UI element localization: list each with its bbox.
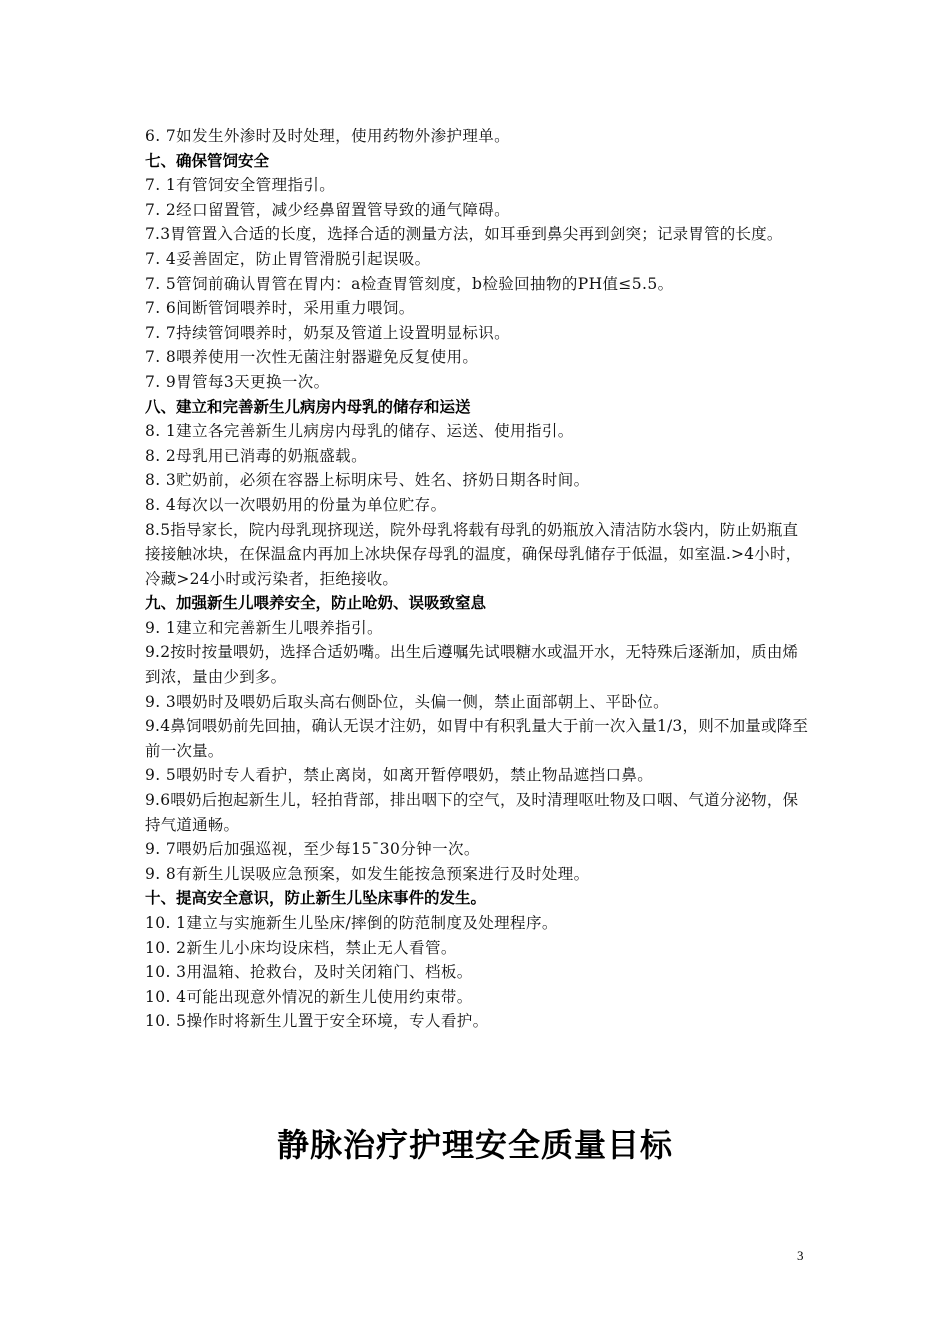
page-number: 3 (797, 1248, 804, 1263)
section-heading: 七、确保管饲安全 (145, 151, 270, 170)
section-heading: 八、建立和完善新生儿病房内母乳的储存和运送 (145, 397, 471, 416)
paragraph-line: 9. 1建立和完善新生儿喂养指引。 (145, 618, 383, 637)
paragraph-line: 7. 6间断管饲喂养时，采用重力喂饲。 (145, 299, 415, 318)
section-title: 静脉治疗护理安全质量目标 (276, 1126, 673, 1164)
paragraph-line: 10. 2新生儿小床均设床档，禁止无人看管。 (145, 938, 457, 957)
paragraph-line: 8. 1建立各完善新生儿病房内母乳的储存、运送、使用指引。 (145, 422, 574, 441)
section-heading: 十、提高安全意识，防止新生儿坠床事件的发生。 (145, 889, 487, 908)
paragraph-line: 8. 3贮奶前，必须在容器上标明床号、姓名、挤奶日期各时间。 (145, 471, 590, 490)
paragraph-line: 7. 5管饲前确认胃管在胃内：a检查胃管刻度，b检验回抽物的PH值≤5.5。 (145, 274, 674, 293)
paragraph-line: 9.4鼻饲喂奶前先回抽，确认无误才注奶，如胃中有积乳量大于前一次入量1/3，则不加量或降至前一次量。 (145, 717, 809, 760)
paragraph-line: 7. 9胃管每3天更换一次。 (145, 372, 330, 391)
paragraph-line: 8. 2母乳用已消毒的奶瓶盛载。 (145, 446, 367, 465)
paragraph-line: 10. 3用温箱、抢救台，及时关闭箱门、档板。 (145, 963, 473, 982)
paragraph-line: 9. 7喂奶后加强巡视，至少每15¯30分钟一次。 (145, 840, 480, 859)
paragraph-line: 9. 3喂奶时及喂奶后取头高右侧卧位，头偏一侧，禁止面部朝上、平卧位。 (145, 692, 670, 711)
document-body (145, 124, 810, 1034)
paragraph-line: 10. 4可能出现意外情况的新生儿使用约束带。 (145, 987, 473, 1006)
paragraph-line: 10. 5操作时将新生儿置于安全环境，专人看护。 (145, 1012, 489, 1031)
paragraph-line: 10. 1建立与实施新生儿坠床/摔倒的防范制度及处理程序。 (145, 914, 558, 932)
paragraph-line: 9.6喂奶后抱起新生儿，轻拍背部，排出咽下的空气，及时清理呕吐物及口咽、气道分泌物，保持气道通畅。 (145, 791, 799, 834)
paragraph-line: 7. 4妥善固定，防止胃管滑脱引起误吸。 (145, 249, 431, 268)
paragraph-line: 9. 8有新生儿误吸应急预案，如发生能按急预案进行及时处理。 (145, 864, 590, 883)
paragraph-line: 7.3胃管置入合适的长度，选择合适的测量方法，如耳垂到鼻尖再到剑突；记录胃管的长度。 (145, 225, 783, 244)
paragraph-line: 8.5指导家长，院内母乳现挤现送，院外母乳将载有母乳的奶瓶放入清洁防水袋内，防止奶瓶直接接触冰块，在保温盒内再加上冰块保存母乳的温度，确保母乳储存于低温，如室温.>4小时，冷藏>24小时或污染者，拒绝接收。 (145, 520, 802, 588)
paragraph-line: 7. 7持续管饲喂养时，奶泵及管道上设置明显标识。 (145, 323, 511, 342)
paragraph-line: 7. 1有管饲安全管理指引。 (145, 176, 336, 195)
paragraph-line: 7. 8喂养使用一次性无菌注射器避免反复使用。 (145, 348, 479, 367)
section-heading: 九、加强新生儿喂养安全，防止呛奶、误吸致窒息 (145, 594, 487, 613)
paragraph-line: 8. 4每次以一次喂奶用的份量为单位贮存。 (145, 495, 447, 514)
paragraph-line: 9. 5喂奶时专人看护，禁止离岗，如离开暂停喂奶，禁止物品遮挡口鼻。 (145, 766, 654, 785)
paragraph-line: 7. 2经口留置管，减少经鼻留置管导致的通气障碍。 (145, 200, 511, 219)
paragraph-line: 9.2按时按量喂奶，选择合适奶嘴。出生后遵嘱先试喂糖水或温开水，无特殊后逐渐加，质由烯到浓，量由少到多。 (145, 643, 799, 687)
paragraph-line: 6. 7如发生外渗时及时处理，使用药物外渗护理单。 (145, 127, 511, 145)
